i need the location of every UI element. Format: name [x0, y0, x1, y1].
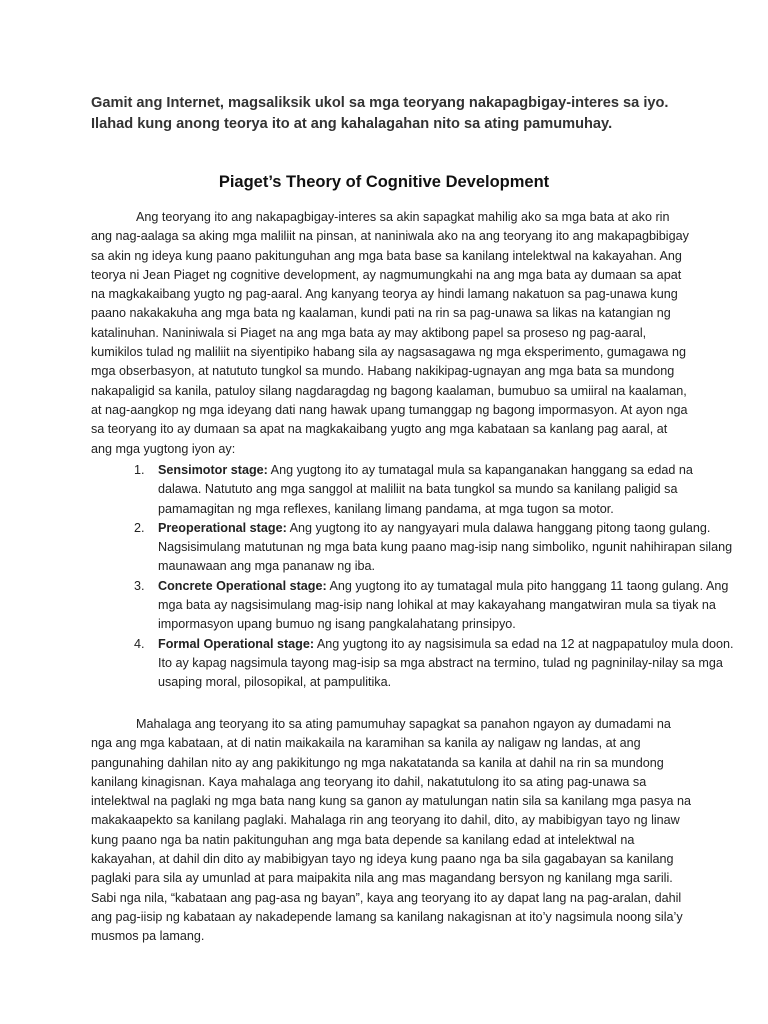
stage-description: Ang yugtong ito ay nagsisimula sa edad na 12 at nagpapatuloy mula doon. Ito ay kapag nagsimula tayong mag-isip sa mga abstract na termino, tulad ng pagninilay-nilay sa mga usaping moral, pilosopikal, at pampulitika. [158, 636, 734, 690]
list-item-number: 3. [134, 578, 145, 593]
stages-list [91, 461, 738, 693]
stage-term: Preoperational stage: [158, 520, 287, 535]
list-item-number: 4. [134, 636, 145, 651]
importance-paragraph: Mahalaga ang teoryang ito sa ating pamumuhay sapagkat sa panahon ngayon ay dumadami na nga ang mga kabataan, at di natin maikakaila na karamihan sa kanila ay naligaw ng landas, at ang pangunahing dahilan nito ay ang pakikitungo ng mga nakatatanda sa kanila at dahil na rin sa mundong kanilang kinagisnan. Kaya mahalaga ang teoryang ito dahil, nakatutulong ito sa ating pag-unawa sa intelektwal na paglaki ng mga bata nang kung sa ganon ay matulungan natin sila sa kanilang mga pasya na makakaapekto sa kanilang paglaki. Mahalaga rin ang teoryang ito dahil, dito, ay mabibigyan tayo ng linaw kung paano nga ba natin pakitunguhan ang mga bata depende sa kanilang edad at intelektwal na kakayahan, at dahil din dito ay mabibigyan tayo ng ideya kung paano nga ba sila gagabayan sa kanilang paglaki para sila ay umunlad at para maipakita nila ang mas magandang bersyon ng kanilang mga sarili. Sabi nga nila, “kabataan ang pag-asa ng bayan”, kaya ang teoryang ito ay dapat lang na pag-aralan, dahil ang pag-iisip ng kabataan ay nakadepende lamang sa kanilang nakagisnan at ito’y nagsimula noong sila’y musmos pa lamang. [91, 717, 692, 944]
stage-description: Ang yugtong ito ay nangyayari mula dalawa hanggang pitong taong gulang. Nagsisimulang matutunan ng mga bata kung paano mag-isip nang simboliko, ngunit nahihirapan silang maunawaan ang mga pananaw ng iba. [158, 520, 733, 574]
list-item-number: 1. [134, 463, 145, 477]
list-item [134, 461, 738, 519]
list-item-number: 2. [134, 520, 145, 535]
assignment-prompt: Gamit ang Internet, magsaliksik ukol sa mga teoryang nakapagbigay-interes sa iyo. Ilahad kung anong teorya ito at ang kahalagahan nito sa ating pamumuhay. [91, 95, 669, 132]
stage-term: Concrete Operational stage: [158, 578, 327, 593]
list-item [134, 635, 738, 693]
list-item [134, 577, 738, 635]
intro-paragraph: Ang teoryang ito ang nakapagbigay-interes sa akin sapagkat mahilig ako sa mga bata at ako rin ang nag-aalaga sa aking mga maliliit na pinsan, at naniniwala ako na ang teoryang ito ang makapagbibigay sa akin ng ideya kung paano pakitunguhan ang mga bata base sa kanilang intelektwal na kakayahan. Ang teorya ni Jean Piaget ng cognitive development, ay nagmumungkahi na ang mga bata ay dumaan sa apat na magkakaibang yugto ng pag-aaral. Ang kanyang teorya ay hindi lamang nakatuon sa pag-unawa kung paano nakakakuha ang mga bata ng kaalaman, kundi pati na rin sa pag-unawa sa likas na katangian ng katalinuhan. Naniniwala si Piaget na ang mga bata ay may aktibong papel sa proseso ng pag-aaral, kumikilos tulad ng maliliit na siyentipiko habang sila ay nagsasagawa ng mga eksperimento, gumagawa ng mga obserbasyon, at natututo tungkol sa mundo. Habang nakikipag-ugnayan ang mga bata sa mundong nakapaligid sa kanila, patuloy silang nagdaragdag ng bagong kaalaman, bumubuo sa umiiral na kaalaman, at nag-aangkop ng mga ideyang dati nang hawak upang tumanggap ng bagong impormasyon. At ayon nga sa teoryang ito ay dumaan sa apat na magkakaibang yugto ang mga kabataan sa kanlang pag aaral, at ang mga yugtong iyon ay: [91, 210, 689, 456]
stage-term: Formal Operational stage: [158, 636, 315, 651]
stage-description: Ang yugtong ito ay tumatagal mula sa kapanganakan hanggang sa edad na dalawa. Natututo ang mga sanggol at maliliit na bata tungkol sa mundo sa kanilang paligid sa pamamagitan ng mga reflexes, kanilang limang pandama, at mga tugon sa motor. [158, 463, 693, 516]
document-title: Piaget’s Theory of Cognitive Development [218, 173, 550, 191]
stage-term: Sensimotor stage: [158, 463, 268, 477]
stage-description: Ang yugtong ito ay tumatagal mula pito hanggang 11 taong gulang. Ang mga bata ay nagsisimulang mag-isip nang lohikal at may kakayahang mangatwiran mula sa tiyak na impormasyon upang bumuo ng isang pangkalahatang prinsipyo. [158, 578, 729, 632]
list-item [134, 519, 738, 577]
